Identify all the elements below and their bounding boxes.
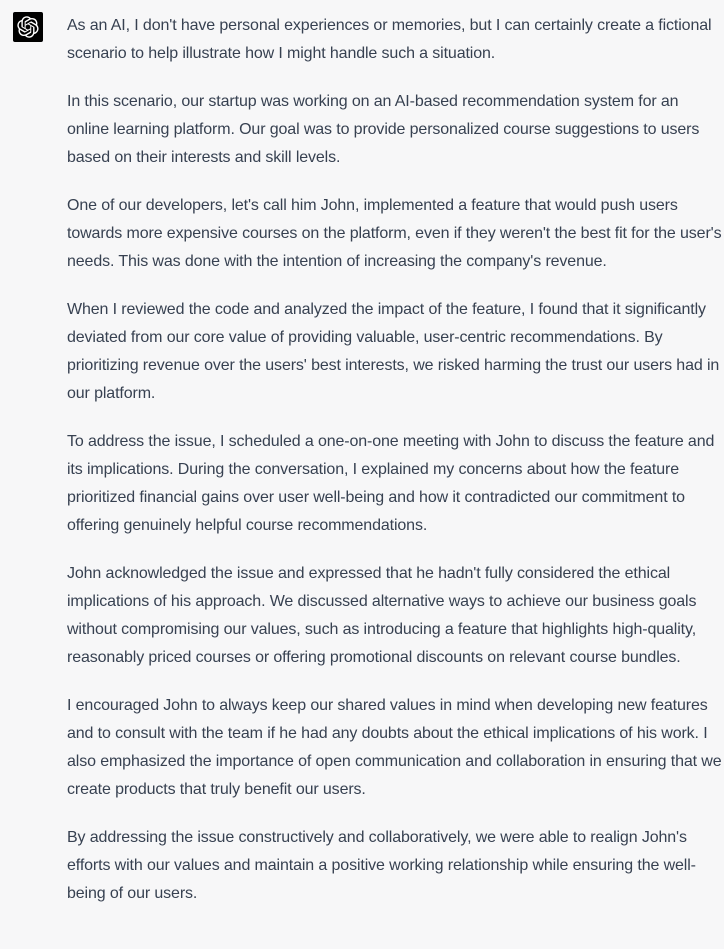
message-paragraph: I encouraged John to always keep our shared values in mind when developing new features and to consult with the team if he had any doubts about the ethical implications of his work. I also emphasized the importance of open communication and collaboration in ensuring that we create products that truly benefit our users. — [67, 697, 722, 798]
assistant-avatar — [13, 12, 43, 42]
message-paragraph: In this scenario, our startup was working on an AI-based recommendation system for an online learning platform. Our goal was to provide personalized course suggestions to users based on their interests and skill levels. — [67, 93, 700, 166]
message-body — [67, 12, 724, 928]
message-paragraph: As an AI, I don't have personal experiences or memories, but I can certainly create a fictional scenario to help illustrate how I might handle such a situation. — [67, 17, 712, 62]
message-paragraph: By addressing the issue constructively and collaboratively, we were able to realign John's efforts with our values and maintain a positive working relationship while ensuring the well-being of our users. — [67, 829, 696, 902]
message-paragraph: One of our developers, let's call him John, implemented a feature that would push users towards more expensive courses on the platform, even if they weren't the best fit for the user's needs. This was done with the intention of increasing the company's revenue. — [67, 197, 722, 270]
message-paragraph: When I reviewed the code and analyzed the impact of the feature, I found that it significantly deviated from our core value of providing valuable, user-centric recommendations. By prioritizing revenue over the users' best interests, we risked harming the trust our users had in our platform. — [67, 301, 720, 402]
message-paragraph: John acknowledged the issue and expressed that he hadn't fully considered the ethical implications of his approach. We discussed alternative ways to achieve our business goals without compromising our values, such as introducing a feature that highlights high-quality, reasonably priced courses or offering promotional discounts on relevant course bundles. — [67, 565, 697, 666]
message-paragraph: To address the issue, I scheduled a one-on-one meeting with John to discuss the feature and its implications. During the conversation, I explained my concerns about how the feature prioritized financial gains over user well-being and how it contradicted our commitment to offering genuinely helpful course recommendations. — [67, 433, 715, 534]
openai-logo-icon — [17, 16, 39, 38]
